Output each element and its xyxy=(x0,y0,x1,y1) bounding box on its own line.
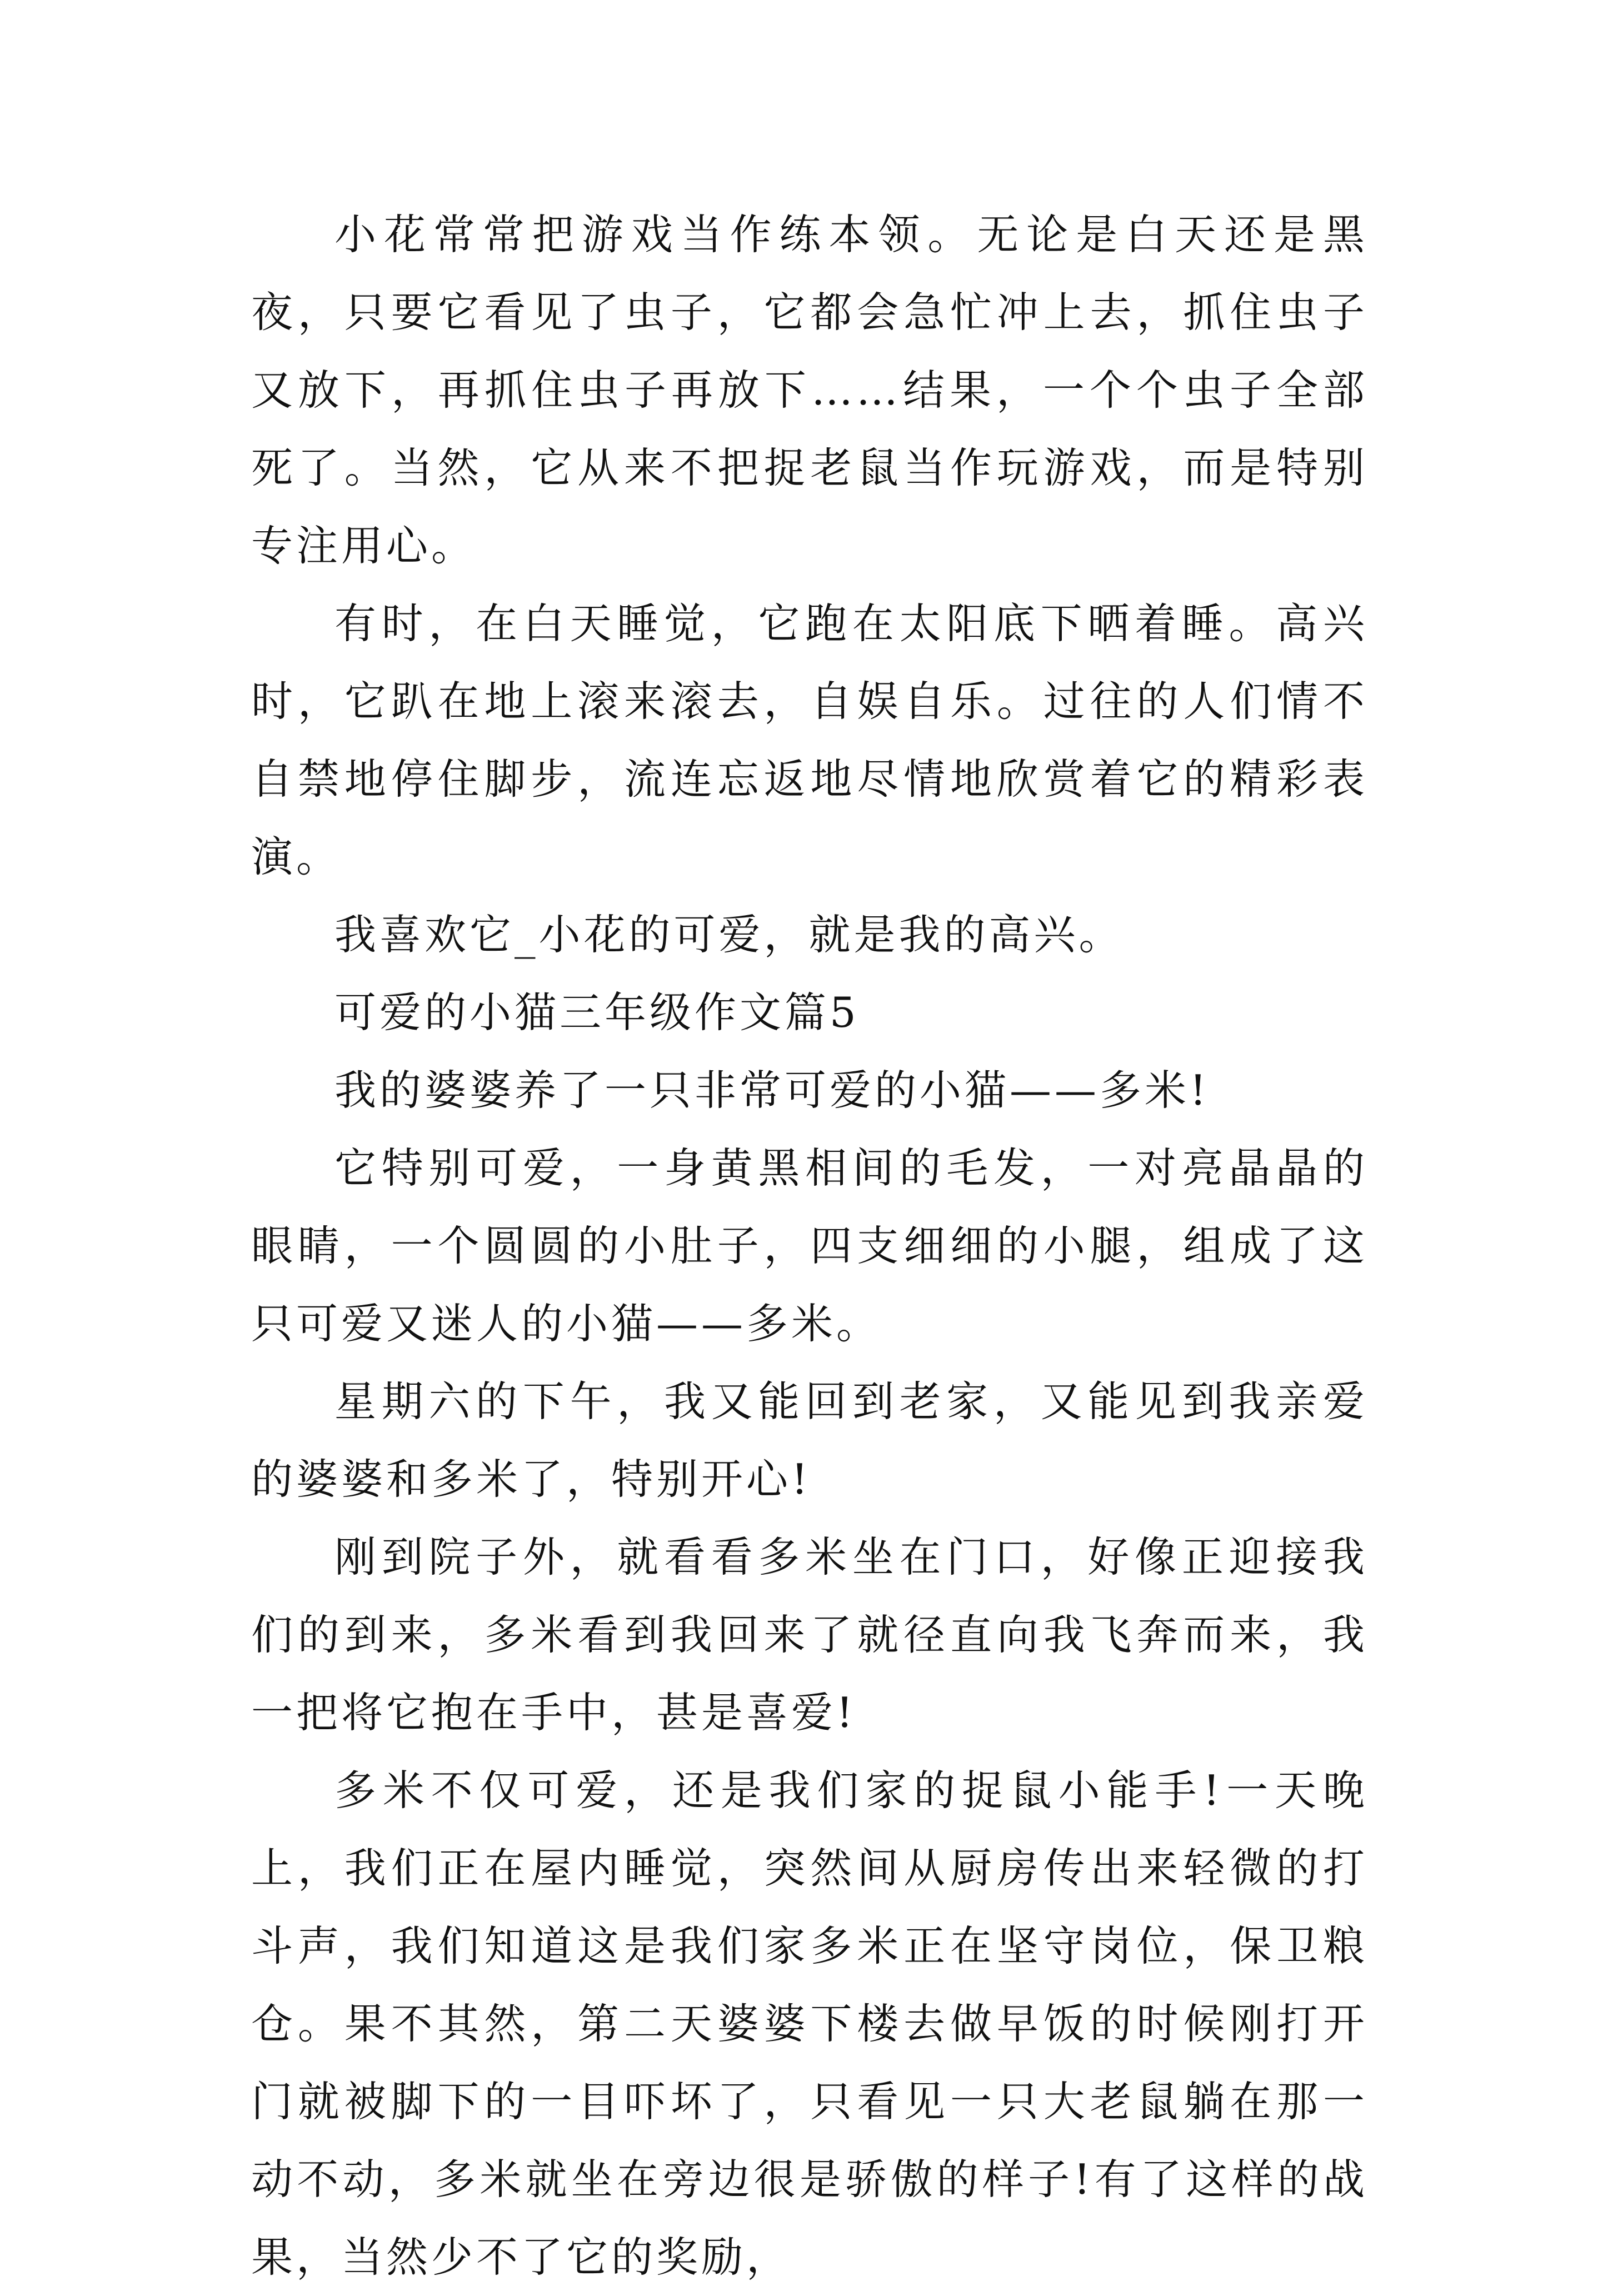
paragraph-5: 我的婆婆养了一只非常可爱的小猫——多米! xyxy=(334,1066,1210,1115)
paragraph-2: 有时，在白天睡觉，它跑在太阳底下晒着睡。高兴时，它趴在地上滚来滚去，自娱自乐。过往的人们情不自禁地停住脚步，流连忘返地尽情地欣赏着它的精彩表演。 xyxy=(251,599,1368,881)
document-body xyxy=(251,196,1368,2296)
paragraph-3: 我喜欢它_小花的可爱，就是我的高兴。 xyxy=(334,910,1124,959)
paragraph-6: 它特别可爱，一身黄黑相间的毛发，一对亮晶晶的眼睛，一个圆圆的小肚子，四支细细的小腿，组成了这只可爱又迷人的小猫——多米。 xyxy=(251,1144,1368,1348)
paragraph-7: 星期六的下午，我又能回到老家，又能见到我亲爱的婆婆和多米了，特别开心! xyxy=(251,1377,1368,1504)
paragraph-9: 多米不仅可爱，还是我们家的捉鼠小能手!一天晚上，我们正在屋内睡觉，突然间从厨房传出来轻微的打斗声，我们知道这是我们家多米正在坚守岗位，保卫粮仓。果不其然，第二天婆婆下楼去做早饭的时候刚打开门就被脚下的一目吓坏了，只看见一只大老鼠躺在那一动不动，多米就坐在旁边很是骄傲的样子!有了这样的战果，当然少不了它的奖励， xyxy=(251,1766,1368,2282)
paragraph-1: 小花常常把游戏当作练本领。无论是白天还是黑夜，只要它看见了虫子，它都会急忙冲上去，抓住虫子又放下，再抓住虫子再放下……结果，一个个虫子全部死了。当然，它从来不把捉老鼠当作玩游戏，而是特别专注用心。 xyxy=(251,210,1368,570)
paragraph-8: 刚到院子外，就看看多米坐在门口，好像正迎接我们的到来，多米看到我回来了就径直向我飞奔而来，我一把将它抱在手中，甚是喜爱! xyxy=(251,1533,1368,1737)
section-heading: 可爱的小猫三年级作文篇5 xyxy=(334,988,860,1037)
